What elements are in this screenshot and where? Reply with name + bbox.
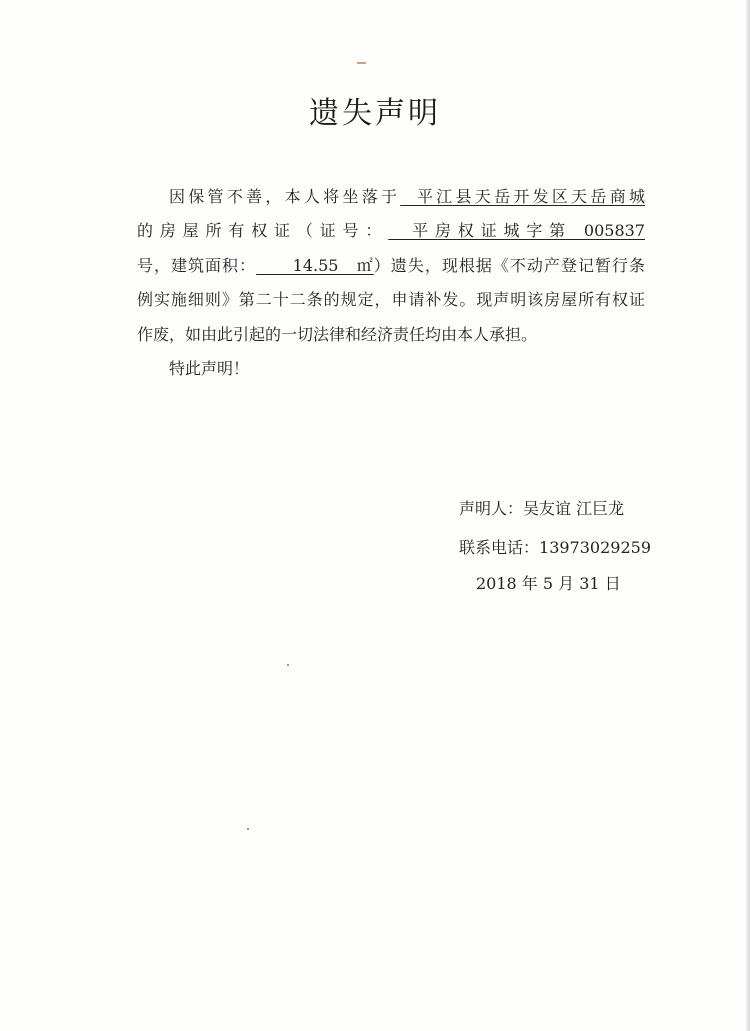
statement-line-3 [137,249,645,283]
phone-label: 联系电话： [459,538,540,557]
declarant-line [459,496,624,519]
statement-line-2 [137,214,645,248]
declaration-date: 2018 年 5 月 31 日 [476,574,621,593]
closing-statement: 特此声明！ [169,358,250,378]
scan-speck [287,664,289,666]
line1-text: 因保管不善，本人将坐落于 [169,187,401,206]
line3-suffix: ）遗失，现根据《不动产登记暂行条 [373,255,645,275]
building-area: 14.55 ㎡ [256,255,374,275]
certificate-number: 平房权证城字第 005837 [388,221,645,241]
property-location: 平江县天岳开发区天岳商城 [400,187,645,206]
scan-edge [746,0,750,1031]
statement-body [137,180,645,386]
document-title: 遗失声明 [309,96,441,131]
line2-text: 的房屋所有权证（证号： [137,221,389,241]
scan-speck [247,828,249,830]
phone-number: 13973029259 [539,538,651,557]
line3-text: 号，建筑面积： [137,255,257,275]
declarant-label: 声明人： [459,499,524,518]
ink-mark [357,62,366,64]
declarant-names: 吴友谊 江巨龙 [523,499,625,518]
phone-line [459,535,651,558]
statement-line-1 [137,180,645,214]
statement-line-4: 例实施细则》第二十二条的规定，申请补发。现声明该房屋所有权证 [137,290,645,310]
statement-line-5: 作废，如由此引起的一切法律和经济责任均由本人承担。 [137,324,538,344]
